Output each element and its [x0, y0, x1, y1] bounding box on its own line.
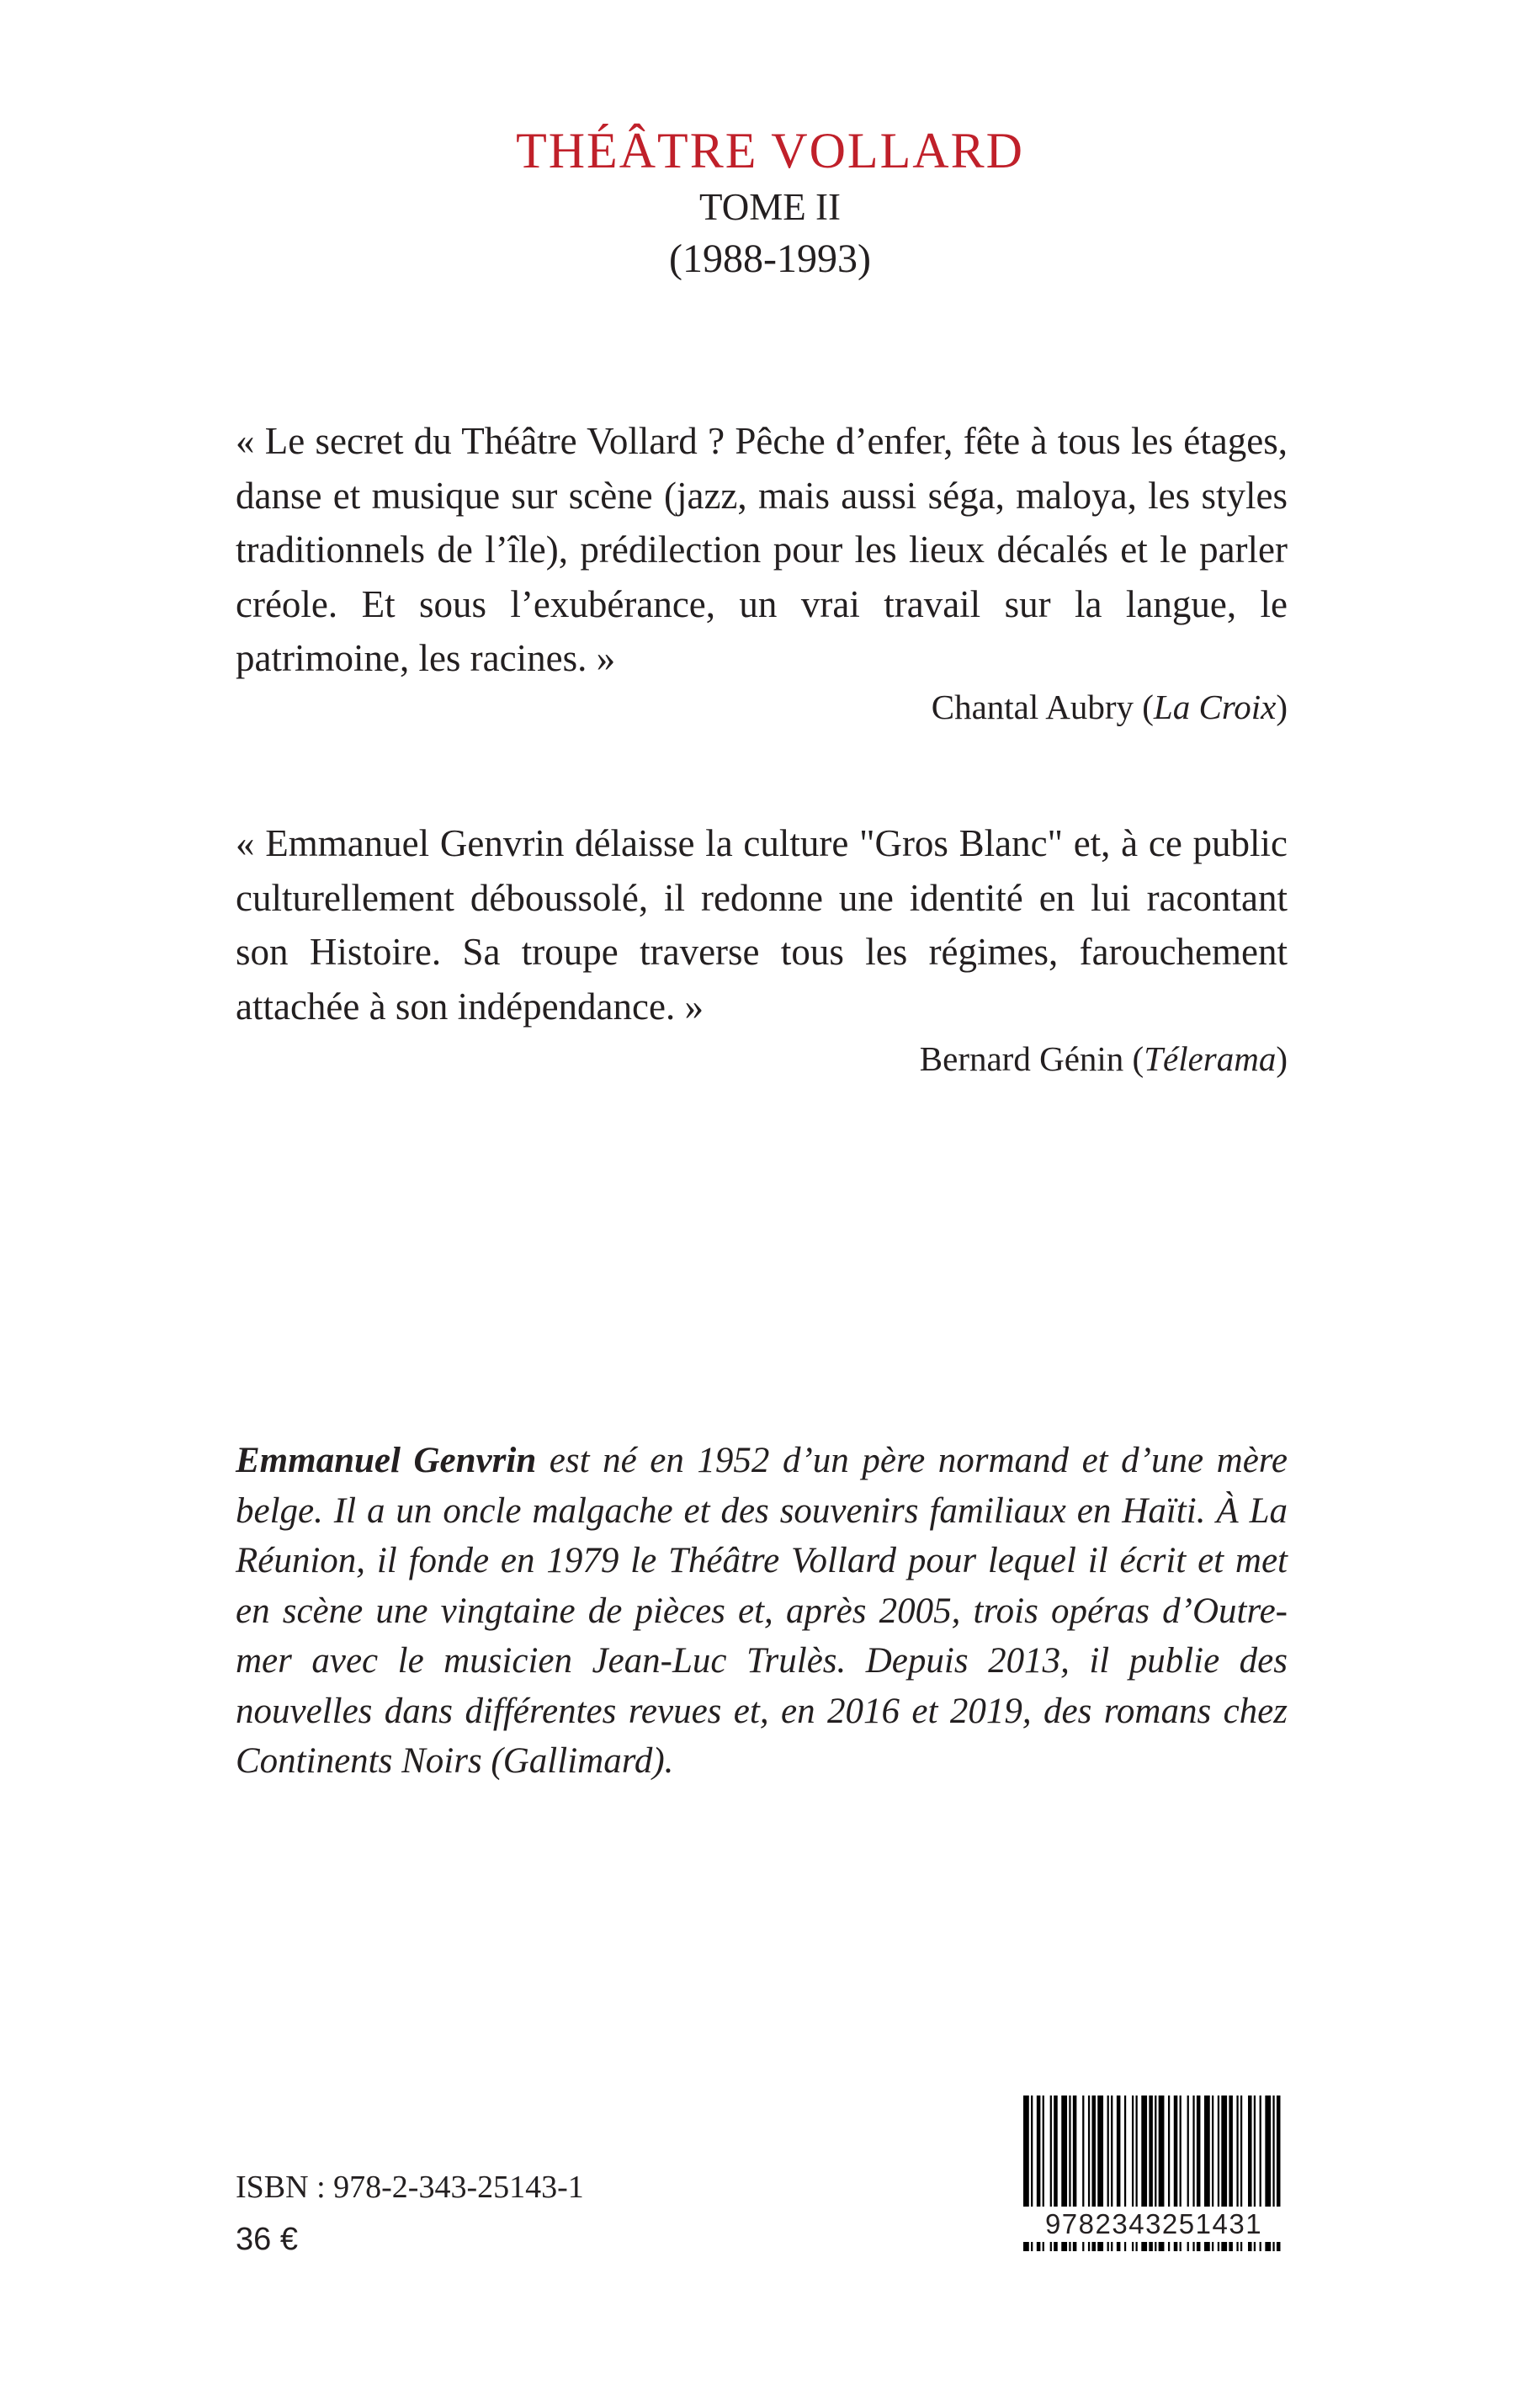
- quote-1-source: La Croix: [1153, 688, 1277, 726]
- barcode-digits: 9782343251431: [1020, 2207, 1288, 2242]
- quote-2-source: Télerama: [1144, 1039, 1277, 1078]
- volume-label: TOME II: [699, 186, 841, 228]
- author-bio-text: est né en 1952 d’un père normand et d’une mère belge. Il a un oncle malgache et des souvenirs familiaux en Haïti. À La Réunion, il fonde en 1979 le Théâtre Vollard pour lequel il écrit et met en scène une vingtaine de pièces et, après 2005, trois opéras d’Outre-mer avec le musicien Jean-Luc Trulès. Depuis 2013, il publie des nouvelles dans différentes revues et, en 2016 et 2019, des romans chez Continents Noirs (Gallimard).: [236, 1441, 1288, 1781]
- quote-2-attribution: Bernard Génin (Télerama): [919, 1039, 1288, 1078]
- quote-1: « Le secret du Théâtre Vollard ? Pêche d’enfer, fête à tous les étages, danse et musique sur scène (jazz, mais aussi séga, maloya, les styles traditionnels de l’île), prédilection pour les lieux décalés et le parler créole. Et sous l’exubérance, un vrai travail sur la langue, le patrimoine, les racines. »: [236, 420, 1288, 679]
- quote-1-author: Chantal Aubry: [931, 688, 1134, 726]
- isbn-label: ISBN : 978-2-343-25143-1: [236, 2170, 584, 2205]
- author-bio: [236, 1436, 1288, 1787]
- quote-1-attribution: Chantal Aubry (La Croix): [931, 688, 1288, 726]
- years-label: (1988-1993): [669, 236, 871, 281]
- author-name: Emmanuel Genvrin: [236, 1441, 537, 1480]
- quote-2-author: Bernard Génin: [919, 1039, 1124, 1078]
- quote-2: « Emmanuel Genvrin délaisse la culture "Gros Blanc" et, à ce public culturellement déboussolé, il redonne une identité en lui racontant son Histoire. Sa troupe traverse tous les régimes, farouchement attachée à son indépendance. »: [236, 822, 1288, 1028]
- price-label: 36 €: [236, 2222, 298, 2257]
- book-title: THÉÂTRE VOLLARD: [516, 123, 1024, 178]
- barcode-icon: [1020, 2096, 1288, 2289]
